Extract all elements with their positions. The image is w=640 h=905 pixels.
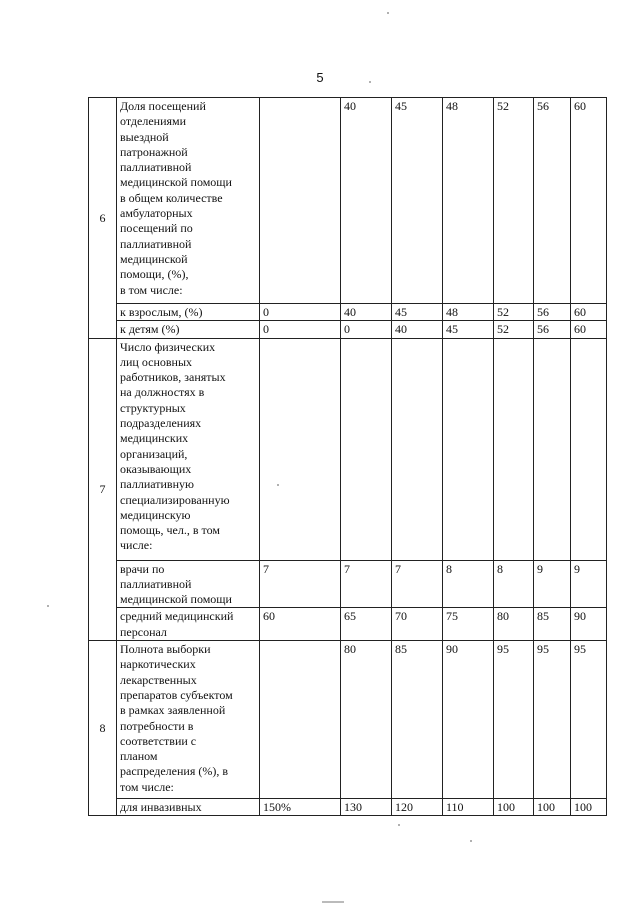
year-value: 130 xyxy=(341,799,392,816)
year-value: 40 xyxy=(341,98,392,304)
base-value xyxy=(260,338,341,560)
year-value: 95 xyxy=(571,641,607,799)
year-value: 8 xyxy=(443,560,494,608)
table-row xyxy=(89,338,607,560)
subindicator-label: к взрослым, (%) xyxy=(117,304,260,321)
table-subrow xyxy=(89,304,607,321)
year-value: 52 xyxy=(494,321,534,338)
year-value: 100 xyxy=(571,799,607,816)
year-value: 80 xyxy=(494,608,534,641)
year-value: 60 xyxy=(571,321,607,338)
year-value: 85 xyxy=(534,608,571,641)
table-subrow xyxy=(89,560,607,608)
year-value: 95 xyxy=(534,641,571,799)
year-value: 7 xyxy=(341,560,392,608)
base-value: 7 xyxy=(260,560,341,608)
year-value: 60 xyxy=(571,98,607,304)
base-value: 0 xyxy=(260,304,341,321)
year-value: 0 xyxy=(341,321,392,338)
base-value: 150% xyxy=(260,799,341,816)
row-number: 6 xyxy=(89,98,117,339)
year-value: 110 xyxy=(443,799,494,816)
year-value: 9 xyxy=(534,560,571,608)
row-number: 8 xyxy=(89,641,117,816)
year-value xyxy=(443,338,494,560)
year-value: 120 xyxy=(392,799,443,816)
year-value: 45 xyxy=(392,98,443,304)
year-value: 48 xyxy=(443,304,494,321)
year-value: 60 xyxy=(571,304,607,321)
year-value: 9 xyxy=(571,560,607,608)
base-value xyxy=(260,641,341,799)
year-value: 100 xyxy=(534,799,571,816)
base-value: 60 xyxy=(260,608,341,641)
subindicator-label: к детям (%) xyxy=(117,321,260,338)
year-value: 56 xyxy=(534,304,571,321)
year-value: 100 xyxy=(494,799,534,816)
year-value: 45 xyxy=(392,304,443,321)
year-value: 40 xyxy=(392,321,443,338)
year-value xyxy=(571,338,607,560)
indicators-table xyxy=(88,97,607,816)
year-value: 7 xyxy=(392,560,443,608)
row-number: 7 xyxy=(89,338,117,640)
year-value xyxy=(534,338,571,560)
page-number: 5 xyxy=(316,70,324,85)
year-value: 70 xyxy=(392,608,443,641)
year-value: 56 xyxy=(534,98,571,304)
table-row xyxy=(89,641,607,799)
year-value: 75 xyxy=(443,608,494,641)
table-row xyxy=(89,98,607,304)
table-subrow xyxy=(89,608,607,641)
year-value: 52 xyxy=(494,304,534,321)
year-value xyxy=(392,338,443,560)
indicator-label: Число физических лиц основных работников, занятых на должностях в структурных подразделениях медицинских организаций, оказывающих паллиативную специализированную медицинскую помощь, чел., в том числе: xyxy=(117,338,260,560)
year-value: 52 xyxy=(494,98,534,304)
base-value xyxy=(260,98,341,304)
year-value: 90 xyxy=(443,641,494,799)
base-value: 0 xyxy=(260,321,341,338)
year-value: 95 xyxy=(494,641,534,799)
year-value xyxy=(341,338,392,560)
indicator-label: Доля посещений отделениями выездной патронажной паллиативной медицинской помощи в общем количестве амбулаторных посещений по паллиативной медицинской помощи, (%), в том числе: xyxy=(117,98,260,304)
table-subrow xyxy=(89,799,607,816)
subindicator-label: для инвазивных xyxy=(117,799,260,816)
year-value xyxy=(494,338,534,560)
year-value: 40 xyxy=(341,304,392,321)
year-value: 8 xyxy=(494,560,534,608)
year-value: 85 xyxy=(392,641,443,799)
year-value: 65 xyxy=(341,608,392,641)
year-value: 90 xyxy=(571,608,607,641)
table-subrow xyxy=(89,321,607,338)
year-value: 56 xyxy=(534,321,571,338)
year-value: 48 xyxy=(443,98,494,304)
subindicator-label: средний медицинский персонал xyxy=(117,608,260,641)
year-value: 80 xyxy=(341,641,392,799)
indicator-label: Полнота выборки наркотических лекарственных препаратов субъектом в рамках заявленной потребности в соответствии с планом распределения (%), в том числе: xyxy=(117,641,260,799)
subindicator-label: врачи по паллиативной медицинской помощи xyxy=(117,560,260,608)
year-value: 45 xyxy=(443,321,494,338)
